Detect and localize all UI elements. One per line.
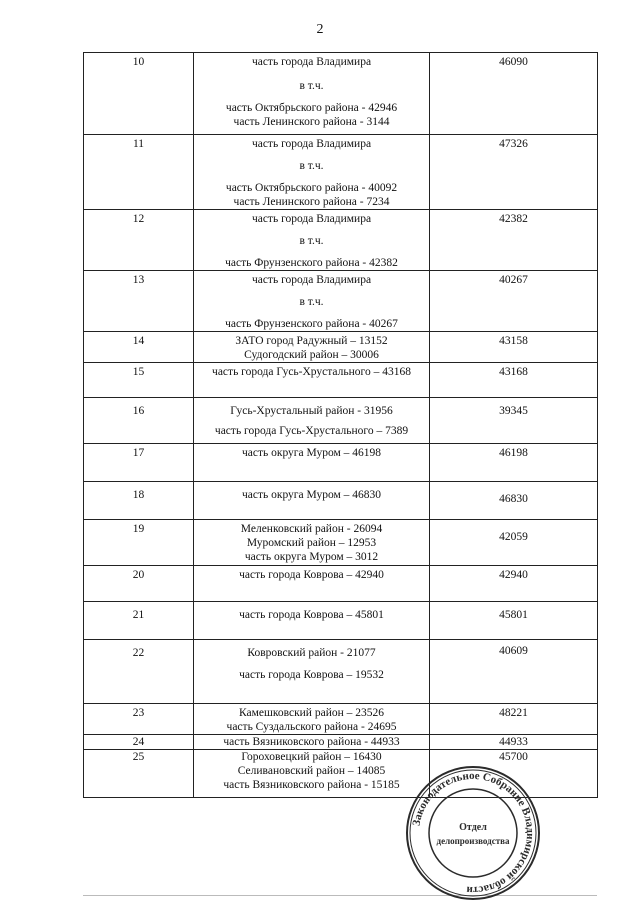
desc-line: в т.ч. [299, 296, 324, 308]
desc-line: часть Фрунзенского района - 42382 [225, 257, 398, 269]
row-description [194, 482, 430, 520]
row-description [194, 53, 430, 135]
row-description [194, 750, 430, 798]
row-number: 22 [84, 640, 194, 704]
row-description [194, 363, 430, 398]
desc-line: в т.ч. [299, 235, 324, 247]
table-row [84, 53, 598, 135]
table-row [84, 735, 598, 750]
row-population: 43168 [430, 363, 598, 398]
desc-line: Камешковский район – 23526 [238, 707, 384, 719]
desc-line: часть города Владимира [251, 138, 372, 150]
row-description [194, 566, 430, 602]
row-number: 13 [84, 271, 194, 332]
row-population: 43158 [430, 332, 598, 363]
row-description [194, 332, 430, 363]
row-number: 12 [84, 210, 194, 271]
page-number: 2 [316, 22, 324, 37]
row-description [194, 704, 430, 735]
row-population: 46198 [430, 444, 598, 482]
row-description [194, 444, 430, 482]
table-row [84, 444, 598, 482]
desc-line: ЗАТО город Радужный – 13152 [235, 335, 388, 347]
row-population: 45801 [430, 602, 598, 640]
row-population: 42940 [430, 566, 598, 602]
row-population: 46090 [430, 53, 598, 135]
stamp-center-subtitle: делопроизводства [436, 836, 510, 846]
row-number: 24 [84, 735, 194, 750]
desc-line: Меленковский район - 26094 [240, 523, 383, 535]
row-population: 48221 [430, 704, 598, 735]
districts-table [83, 52, 598, 798]
table-row [84, 135, 598, 210]
desc-line: в т.ч. [299, 80, 324, 92]
row-number: 15 [84, 363, 194, 398]
desc-line: Селивановский район – 14085 [237, 765, 386, 777]
row-number: 16 [84, 398, 194, 444]
desc-line: часть Суздальского района - 24695 [226, 721, 397, 733]
row-number: 25 [84, 750, 194, 798]
desc-line: часть округа Муром – 46198 [241, 447, 382, 459]
table-row [84, 210, 598, 271]
desc-line: часть города Коврова – 42940 [239, 569, 384, 581]
row-description [194, 520, 430, 566]
desc-line: часть округа Муром – 46830 [241, 489, 382, 501]
table-row [84, 271, 598, 332]
desc-line: часть города Владимира [251, 274, 372, 286]
row-description [194, 735, 430, 750]
desc-line: часть Октябрьского района - 42946 [225, 102, 398, 114]
desc-line: Гусь-Хрустальный район - 31956 [230, 405, 393, 417]
row-population: 47326 [430, 135, 598, 210]
desc-line: Гороховецкий район – 16430 [241, 751, 382, 763]
row-number: 19 [84, 520, 194, 566]
row-population: 39345 [430, 398, 598, 444]
stamp-ring-text: Законодательное Собрание Владимирской области [410, 769, 537, 897]
desc-line: часть Фрунзенского района - 40267 [225, 318, 398, 330]
row-number: 23 [84, 704, 194, 735]
table-row [84, 566, 598, 602]
desc-line: часть города Владимира [251, 56, 372, 68]
row-population: 45700 [430, 750, 598, 798]
row-population: 46830 [430, 482, 598, 520]
row-number: 11 [84, 135, 194, 210]
desc-line: часть города Гусь-Хрустального – 7389 [214, 425, 409, 437]
row-number: 14 [84, 332, 194, 363]
row-description [194, 602, 430, 640]
desc-line: часть города Коврова – 19532 [239, 669, 384, 681]
row-number: 20 [84, 566, 194, 602]
desc-line: часть города Коврова – 45801 [239, 609, 384, 621]
table-row [84, 482, 598, 520]
table-row [84, 332, 598, 363]
table-row [84, 640, 598, 704]
desc-line: часть Вязниковского района - 44933 [223, 736, 400, 748]
table-row [84, 704, 598, 735]
row-population: 44933 [430, 735, 598, 750]
desc-line: Муромский район – 12953 [246, 537, 377, 549]
row-description [194, 398, 430, 444]
desc-line: часть Вязниковского района - 15185 [223, 779, 400, 791]
desc-line: часть округа Муром – 3012 [244, 551, 379, 563]
row-population: 42382 [430, 210, 598, 271]
row-description [194, 135, 430, 210]
desc-line: в т.ч. [299, 160, 324, 172]
desc-line: часть Ленинского района - 3144 [233, 116, 390, 128]
desc-line: часть города Гусь-Хрустального – 43168 [212, 366, 411, 378]
row-number: 21 [84, 602, 194, 640]
row-description [194, 271, 430, 332]
desc-line: Судогодский район – 30006 [244, 349, 379, 361]
stamp-center-title: Отдел [459, 822, 487, 833]
row-number: 17 [84, 444, 194, 482]
table-row [84, 363, 598, 398]
table-row [84, 520, 598, 566]
row-number: 18 [84, 482, 194, 520]
row-population: 40609 [430, 640, 598, 704]
desc-line: часть Ленинского района - 7234 [233, 196, 390, 208]
row-description [194, 640, 430, 704]
table-row [84, 602, 598, 640]
desc-line: Ковровский район - 21077 [247, 647, 376, 659]
desc-line: часть города Владимира [251, 213, 372, 225]
row-number: 10 [84, 53, 194, 135]
desc-line: часть Октябрьского района - 40092 [225, 182, 398, 194]
row-description [194, 210, 430, 271]
row-population: 40267 [430, 271, 598, 332]
table-row [84, 398, 598, 444]
row-population: 42059 [430, 520, 598, 566]
office-stamp [404, 764, 542, 902]
